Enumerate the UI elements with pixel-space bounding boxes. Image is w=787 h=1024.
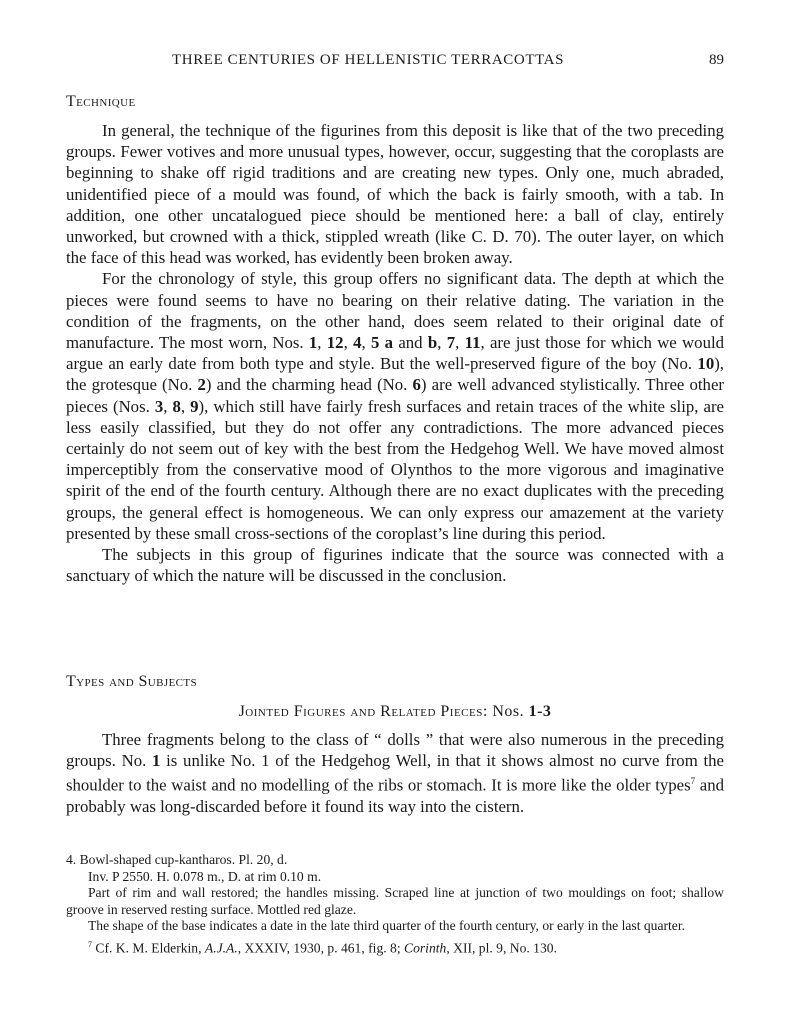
subheading-jointed-figures: Jointed Figures and Related Pieces: Nos. 1-3 xyxy=(238,703,552,720)
footnote-ref: 7 xyxy=(690,776,696,787)
technique-paragraph-1: In general, the technique of the figurines from this deposit is like that of the two preceding groups. Fewer votives and more unusual types, however, occur, suggesting that the coroplasts are beginning to shake off rigid traditions and are creating new types. Only one, much abraded, unidentified piece of a mould was found, of which the back is fairly smooth, with a tab. In addition, one other uncatalogued piece should be mentioned here: a ball of clay, entirely unworked, but crowned with a thick, stippled wreath (like C. D. 70). The outer layer, on which the face of this head was worked, has evidently been broken away. xyxy=(66,121,724,268)
section-heading-technique: Technique xyxy=(66,93,136,110)
catalogue-item: 4. Bowl-shaped cup-kantharos. Pl. 20, d. xyxy=(66,852,288,867)
types-paragraph: Three fragments belong to the class of “ dolls ” that were also numerous in the preceding groups. No. 1 is unlike No. 1 of the Hedgehog Well, in that it shows almost no curve from the shoulder to the waist and no modelling of the ribs or stomach. It is more like the older types$^7$ and probably was long-discarded before it found its way into the cistern. xyxy=(66,730,724,817)
technique-paragraph-2: For the chronology of style, this group offers no significant data. The depth at which the pieces were found seems to have no bearing on their relative dating. The variation in the condition of the fragments, on the other hand, does seem related to their original date of manufacture. The most worn, Nos. 1, 12, 4, 5 a and b, 7, 11, are just those for which we would argue an early date from both type and style. But the well-preserved figure of the boy (No. 10), the grotesque (No. 2) and the charming head (No. 6) are well advanced stylistically. Three other pieces (Nos. 3, 8, 9), which still have fairly fresh surfaces and retain traces of the white slip, are less easily classified, but they do not offer any contradictions. The more advanced pieces certainly do not seem out of key with the best from the Hedgehog Well. We have moved almost imperceptibly from the conservative mood of Olynthos to the more vigorous and imaginative spirit of the end of the fourth century. Although there are no exact duplicates with the preceding groups, the general effect is homogeneous. We can only express our amazement at the variety presented by these small cross-sections of the coroplast’s line during this period. xyxy=(66,269,725,543)
catalogue-inventory: Inv. P 2550. H. 0.078 m., D. at rim 0.10 m. xyxy=(88,868,322,884)
page-number: 89 xyxy=(709,52,724,68)
running-title: THREE CENTURIES OF HELLENISTIC TERRACOTTAS xyxy=(172,52,565,68)
technique-paragraph-3: The subjects in this group of figurines indicate that the source was connected with a sanctuary of which the nature will be discussed in the conclusion. xyxy=(66,545,724,586)
technique-section xyxy=(66,91,724,586)
catalogue-description: Part of rim and wall restored; the handles missing. Scraped line at junction of two mouldings on foot; shallow groove in reserved resting surface. Mottled red glaze. xyxy=(66,885,724,917)
footnote-7: $^7$ Cf. K. M. Elderkin, A.J.A., XXXIV, 1930, p. 461, fig. 8; Corinth, XII, pl. 9, No. 130. xyxy=(88,939,557,956)
section-heading-types: Types and Subjects xyxy=(66,673,198,690)
footnotes xyxy=(66,852,724,957)
running-head xyxy=(66,52,726,74)
types-section xyxy=(66,671,724,817)
catalogue-dating: The shape of the base indicates a date in the late third quarter of the fourth century, or early in the last quarter. xyxy=(88,918,686,934)
